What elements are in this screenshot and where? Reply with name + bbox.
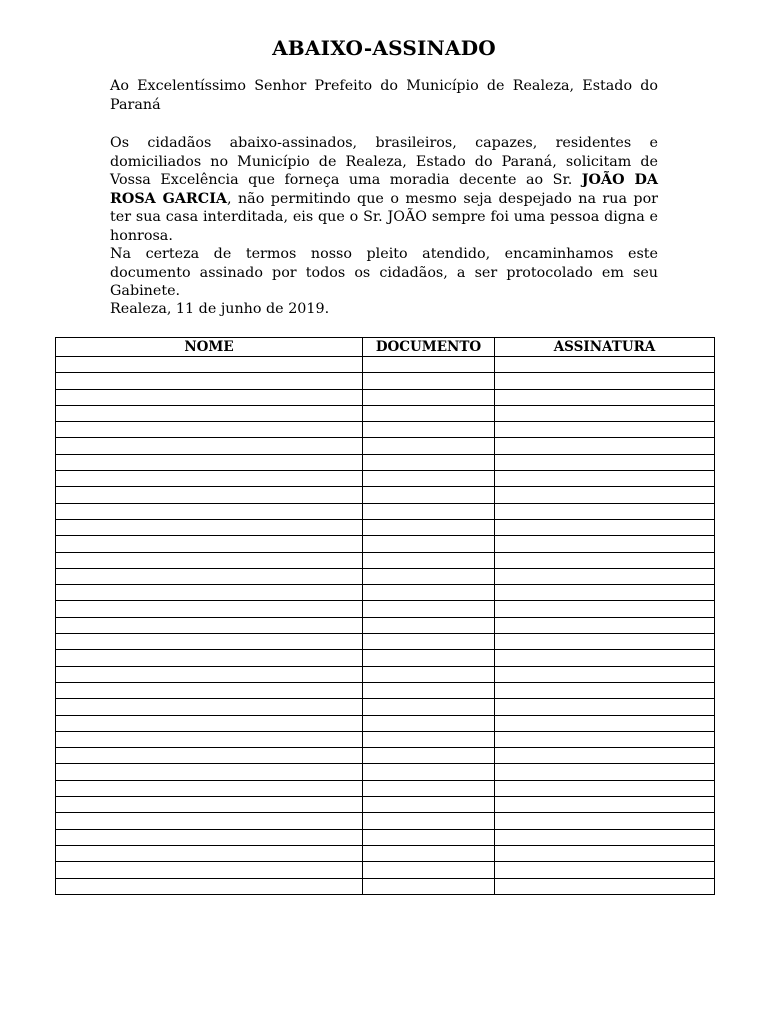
documento-cell[interactable] xyxy=(363,748,495,764)
assinatura-cell[interactable] xyxy=(495,519,715,535)
column-header-nome: NOME xyxy=(56,338,363,357)
nome-cell[interactable] xyxy=(56,634,363,650)
assinatura-cell[interactable] xyxy=(495,405,715,421)
signature-row xyxy=(56,829,715,845)
assinatura-cell[interactable] xyxy=(495,845,715,861)
signature-row xyxy=(56,731,715,747)
nome-cell[interactable] xyxy=(56,552,363,568)
nome-cell[interactable] xyxy=(56,666,363,682)
nome-cell[interactable] xyxy=(56,764,363,780)
assinatura-cell[interactable] xyxy=(495,813,715,829)
signature-row xyxy=(56,780,715,796)
signature-row xyxy=(56,438,715,454)
assinatura-cell[interactable] xyxy=(495,829,715,845)
assinatura-cell[interactable] xyxy=(495,748,715,764)
documento-cell[interactable] xyxy=(363,536,495,552)
signature-row xyxy=(56,585,715,601)
documento-cell[interactable] xyxy=(363,552,495,568)
signature-row xyxy=(56,650,715,666)
nome-cell[interactable] xyxy=(56,454,363,470)
assinatura-cell[interactable] xyxy=(495,454,715,470)
assinatura-cell[interactable] xyxy=(495,471,715,487)
nome-cell[interactable] xyxy=(56,878,363,894)
signature-row xyxy=(56,764,715,780)
nome-cell[interactable] xyxy=(56,829,363,845)
nome-cell[interactable] xyxy=(56,405,363,421)
signature-row xyxy=(56,487,715,503)
documento-cell[interactable] xyxy=(363,422,495,438)
signature-row xyxy=(56,568,715,584)
documento-cell[interactable] xyxy=(363,845,495,861)
document-title: ABAIXO-ASSINADO xyxy=(272,36,496,60)
closing-paragraph: Na certeza de termos nosso pleito atendido, encaminhamos este documento assinado por todos os cidadãos, a ser protocolado em seu Gabinete. xyxy=(110,246,658,299)
signature-row xyxy=(56,389,715,405)
assinatura-cell[interactable] xyxy=(495,487,715,503)
nome-cell[interactable] xyxy=(56,357,363,373)
petition-body-paragraph xyxy=(110,134,658,245)
assinatura-cell[interactable] xyxy=(495,682,715,698)
signature-row xyxy=(56,845,715,861)
documento-cell[interactable] xyxy=(363,357,495,373)
signature-row xyxy=(56,748,715,764)
assinatura-cell[interactable] xyxy=(495,731,715,747)
documento-cell[interactable] xyxy=(363,601,495,617)
nome-cell[interactable] xyxy=(56,780,363,796)
nome-cell[interactable] xyxy=(56,797,363,813)
documento-cell[interactable] xyxy=(363,666,495,682)
signature-row xyxy=(56,666,715,682)
nome-cell[interactable] xyxy=(56,748,363,764)
signature-row xyxy=(56,536,715,552)
signature-row xyxy=(56,617,715,633)
signature-row xyxy=(56,601,715,617)
body-text-before-name: Os cidadãos abaixo-assinados, brasileiros, capazes, residentes e domiciliados no Município de Realeza, Estado do Paraná, solicitam de Vossa Excelência que forneça uma moradia decente ao Sr. xyxy=(110,135,658,188)
nome-cell[interactable] xyxy=(56,650,363,666)
documento-cell[interactable] xyxy=(363,699,495,715)
documento-cell[interactable] xyxy=(363,503,495,519)
date-line: Realeza, 11 de junho de 2019. xyxy=(110,301,330,317)
nome-cell[interactable] xyxy=(56,422,363,438)
assinatura-cell[interactable] xyxy=(495,634,715,650)
assinatura-cell[interactable] xyxy=(495,422,715,438)
signature-row xyxy=(56,878,715,894)
signature-row xyxy=(56,862,715,878)
addressee-paragraph: Ao Excelentíssimo Senhor Prefeito do Município de Realeza, Estado do Paraná xyxy=(110,78,658,113)
assinatura-cell[interactable] xyxy=(495,878,715,894)
nome-cell[interactable] xyxy=(56,715,363,731)
nome-cell[interactable] xyxy=(56,373,363,389)
nome-cell[interactable] xyxy=(56,601,363,617)
assinatura-cell[interactable] xyxy=(495,536,715,552)
nome-cell[interactable] xyxy=(56,731,363,747)
documento-cell[interactable] xyxy=(363,650,495,666)
documento-cell[interactable] xyxy=(363,487,495,503)
nome-cell[interactable] xyxy=(56,438,363,454)
documento-cell[interactable] xyxy=(363,373,495,389)
documento-cell[interactable] xyxy=(363,829,495,845)
signature-row xyxy=(56,471,715,487)
documento-cell[interactable] xyxy=(363,862,495,878)
nome-cell[interactable] xyxy=(56,487,363,503)
documento-cell[interactable] xyxy=(363,454,495,470)
assinatura-cell[interactable] xyxy=(495,601,715,617)
assinatura-cell[interactable] xyxy=(495,780,715,796)
nome-cell[interactable] xyxy=(56,845,363,861)
signature-row xyxy=(56,405,715,421)
documento-cell[interactable] xyxy=(363,438,495,454)
nome-cell[interactable] xyxy=(56,617,363,633)
nome-cell[interactable] xyxy=(56,536,363,552)
signature-row xyxy=(56,682,715,698)
nome-cell[interactable] xyxy=(56,503,363,519)
documento-cell[interactable] xyxy=(363,568,495,584)
assinatura-cell[interactable] xyxy=(495,389,715,405)
signature-row xyxy=(56,797,715,813)
beneficiary-name: JOÃO DA ROSA GARCIA xyxy=(110,172,658,207)
assinatura-cell[interactable] xyxy=(495,650,715,666)
assinatura-cell[interactable] xyxy=(495,699,715,715)
assinatura-cell[interactable] xyxy=(495,585,715,601)
documento-cell[interactable] xyxy=(363,389,495,405)
column-header-documento: DOCUMENTO xyxy=(363,338,495,357)
assinatura-cell[interactable] xyxy=(495,438,715,454)
documento-cell[interactable] xyxy=(363,405,495,421)
column-header-assinatura: ASSINATURA xyxy=(495,338,715,357)
signature-row xyxy=(56,454,715,470)
signature-row xyxy=(56,373,715,389)
nome-cell[interactable] xyxy=(56,471,363,487)
documento-cell[interactable] xyxy=(363,731,495,747)
nome-cell[interactable] xyxy=(56,862,363,878)
assinatura-cell[interactable] xyxy=(495,552,715,568)
documento-cell[interactable] xyxy=(363,715,495,731)
documento-cell[interactable] xyxy=(363,780,495,796)
documento-cell[interactable] xyxy=(363,585,495,601)
signature-row xyxy=(56,503,715,519)
signature-row xyxy=(56,699,715,715)
signature-table xyxy=(55,337,715,895)
nome-cell[interactable] xyxy=(56,699,363,715)
assinatura-cell[interactable] xyxy=(495,503,715,519)
assinatura-cell[interactable] xyxy=(495,715,715,731)
signature-row xyxy=(56,519,715,535)
documento-cell[interactable] xyxy=(363,682,495,698)
assinatura-cell[interactable] xyxy=(495,666,715,682)
nome-cell[interactable] xyxy=(56,519,363,535)
documento-cell[interactable] xyxy=(363,813,495,829)
signature-row xyxy=(56,357,715,373)
assinatura-cell[interactable] xyxy=(495,797,715,813)
signature-row xyxy=(56,422,715,438)
assinatura-cell[interactable] xyxy=(495,862,715,878)
assinatura-cell[interactable] xyxy=(495,568,715,584)
signature-row xyxy=(56,552,715,568)
nome-cell[interactable] xyxy=(56,682,363,698)
assinatura-cell[interactable] xyxy=(495,617,715,633)
assinatura-cell[interactable] xyxy=(495,357,715,373)
documento-cell[interactable] xyxy=(363,519,495,535)
signature-table-header-row xyxy=(56,338,715,357)
assinatura-cell[interactable] xyxy=(495,764,715,780)
documento-cell[interactable] xyxy=(363,634,495,650)
signature-row xyxy=(56,715,715,731)
documento-cell[interactable] xyxy=(363,764,495,780)
signature-table-body xyxy=(56,357,715,895)
signature-row xyxy=(56,813,715,829)
documento-cell[interactable] xyxy=(363,878,495,894)
nome-cell[interactable] xyxy=(56,568,363,584)
nome-cell[interactable] xyxy=(56,813,363,829)
nome-cell[interactable] xyxy=(56,389,363,405)
documento-cell[interactable] xyxy=(363,471,495,487)
documento-cell[interactable] xyxy=(363,617,495,633)
nome-cell[interactable] xyxy=(56,585,363,601)
documento-cell[interactable] xyxy=(363,797,495,813)
body-text-after-name: , não permitindo que o mesmo seja despejado na rua por ter sua casa interditada, eis que o Sr. JOÃO sempre foi uma pessoa digna e honrosa. xyxy=(110,190,659,244)
signature-row xyxy=(56,634,715,650)
assinatura-cell[interactable] xyxy=(495,373,715,389)
